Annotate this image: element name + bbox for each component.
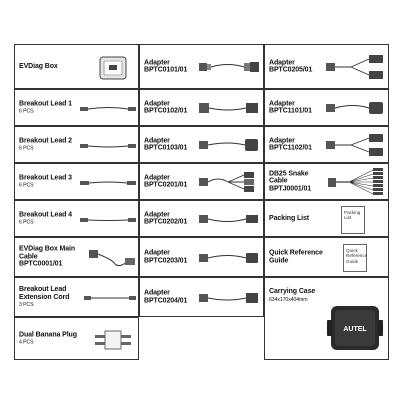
item-name: EVDiag Box bbox=[19, 62, 58, 70]
document-text: Reference bbox=[346, 253, 368, 259]
item-adapter-bptc1102 bbox=[264, 126, 389, 163]
item-name: Quick Reference bbox=[269, 249, 323, 257]
item-adapter-bptc0203 bbox=[139, 237, 264, 277]
adapter-cable-icon bbox=[325, 53, 385, 81]
item-part-number: BPTC0203/01 bbox=[144, 257, 188, 264]
item-part-number: BPTC0205/01 bbox=[269, 66, 313, 74]
item-name: Adapter bbox=[144, 99, 170, 107]
item-quantity: 6 PCS bbox=[19, 108, 34, 115]
item-label bbox=[144, 137, 187, 152]
item-label bbox=[19, 246, 75, 269]
item-name: Breakout Lead 2 bbox=[19, 137, 72, 145]
document-text: Packing bbox=[344, 210, 361, 215]
item-label bbox=[269, 170, 311, 193]
item-part-number: BPTC0101/01 bbox=[144, 66, 188, 74]
item-label bbox=[19, 100, 72, 115]
item-dimensions: 634x170x404mm bbox=[269, 296, 308, 303]
item-adapter-bptc0205 bbox=[264, 44, 389, 89]
cable-icon bbox=[79, 178, 137, 188]
adapter-cable-icon bbox=[325, 99, 385, 117]
adapter-cable-icon bbox=[198, 136, 260, 154]
item-name: DB25 Snake bbox=[269, 170, 309, 178]
item-name-line-2: Cable bbox=[19, 253, 38, 261]
item-name: Adapter bbox=[144, 210, 170, 218]
item-quantity: 4 PCS bbox=[19, 339, 34, 346]
item-part-number: BPTC0103/01 bbox=[144, 144, 188, 152]
item-label bbox=[269, 288, 315, 303]
device-box-icon bbox=[97, 53, 129, 83]
item-name: Adapter bbox=[144, 136, 170, 144]
item-label bbox=[19, 211, 72, 226]
item-name: Adapter bbox=[144, 173, 170, 181]
item-breakout-lead-3 bbox=[14, 163, 139, 200]
item-quick-reference-guide bbox=[264, 237, 389, 277]
item-label bbox=[144, 174, 187, 189]
item-label bbox=[269, 59, 312, 74]
cable-icon bbox=[79, 215, 137, 225]
adapter-cable-icon bbox=[325, 132, 385, 158]
item-part-number: BPTC0202/01 bbox=[144, 218, 188, 226]
document-text: List bbox=[344, 215, 352, 221]
item-part-number: BPTC0102/01 bbox=[144, 107, 188, 115]
adapter-cable-icon bbox=[198, 58, 260, 76]
item-quantity: 6 PCS bbox=[19, 219, 34, 226]
item-breakout-lead-4 bbox=[14, 200, 139, 237]
item-name: Adapter bbox=[269, 136, 295, 144]
item-main-cable bbox=[14, 237, 139, 277]
item-label bbox=[144, 59, 187, 74]
item-name: Adapter bbox=[144, 249, 170, 257]
adapter-cable-icon bbox=[198, 289, 260, 307]
item-name: Breakout Lead 1 bbox=[19, 100, 72, 108]
item-carrying-case bbox=[264, 277, 389, 360]
item-name: Carrying Case bbox=[269, 288, 316, 295]
carrying-case-icon bbox=[327, 302, 383, 354]
item-label bbox=[19, 63, 58, 71]
item-name-line-2: Extension Cord bbox=[19, 293, 70, 301]
document-text: Quick bbox=[346, 248, 358, 253]
adapter-cable-icon bbox=[198, 99, 260, 117]
item-quantity: 6 PCS bbox=[19, 145, 34, 152]
cable-icon bbox=[79, 104, 137, 114]
item-name: Dual Banana Plug bbox=[19, 331, 77, 339]
cable-icon bbox=[83, 293, 137, 303]
item-adapter-bptc0201 bbox=[139, 163, 264, 200]
item-breakout-lead-2 bbox=[14, 126, 139, 163]
item-packing-list bbox=[264, 200, 389, 237]
item-label bbox=[19, 286, 69, 308]
item-extension-cord bbox=[14, 277, 139, 317]
item-part-number: BPTC0001/01 bbox=[19, 260, 63, 268]
item-label bbox=[19, 331, 77, 346]
item-name: Adapter bbox=[144, 289, 170, 297]
item-name: Breakout Lead 4 bbox=[19, 211, 72, 219]
item-banana-plug bbox=[14, 317, 139, 360]
adapter-cable-icon bbox=[198, 210, 260, 228]
item-name: Adapter bbox=[269, 58, 295, 66]
adapter-cable-icon bbox=[87, 246, 137, 270]
banana-plug-icon bbox=[93, 325, 133, 355]
item-part-number: BPTC1102/01 bbox=[269, 144, 312, 152]
item-label bbox=[19, 174, 72, 189]
item-name-line-2: Cable bbox=[269, 177, 288, 185]
item-label bbox=[269, 215, 309, 223]
adapter-cable-icon bbox=[198, 170, 260, 194]
item-name: Breakout Lead bbox=[19, 285, 67, 293]
item-name: Adapter bbox=[269, 99, 295, 107]
item-label bbox=[144, 289, 187, 304]
document-icon bbox=[343, 244, 367, 272]
document-text: Guide bbox=[346, 258, 359, 264]
item-label bbox=[144, 211, 187, 226]
item-label bbox=[269, 249, 323, 264]
adapter-cable-icon bbox=[198, 249, 260, 267]
item-quantity: 6 PCS bbox=[19, 182, 34, 189]
document-icon bbox=[341, 206, 365, 234]
item-adapter-bptc0103 bbox=[139, 126, 264, 163]
item-adapter-bptc0202 bbox=[139, 200, 264, 237]
cable-icon bbox=[79, 141, 137, 151]
item-part-number: BPTJ0001/01 bbox=[269, 185, 312, 193]
item-name-line-2: Guide bbox=[269, 257, 289, 264]
case-brand-text: AUTEL bbox=[343, 326, 367, 333]
item-db25-snake-cable bbox=[264, 163, 389, 200]
item-quantity: 3 PCS bbox=[19, 302, 34, 309]
item-name: Adapter bbox=[144, 58, 170, 66]
item-breakout-lead-1 bbox=[14, 89, 139, 126]
item-part-number: BPTC0201/01 bbox=[144, 181, 188, 189]
item-adapter-bptc1101 bbox=[264, 89, 389, 126]
item-label bbox=[144, 100, 187, 115]
item-evdiag-box bbox=[14, 44, 139, 89]
item-label bbox=[269, 137, 312, 152]
item-adapter-bptc0204 bbox=[139, 277, 264, 317]
item-adapter-bptc0101 bbox=[139, 44, 264, 89]
item-part-number: BPTC0204/01 bbox=[144, 297, 188, 304]
item-label bbox=[19, 137, 72, 152]
item-name: Breakout Lead 3 bbox=[19, 174, 72, 182]
item-part-number: BPTC1101/01 bbox=[269, 107, 312, 115]
item-label bbox=[269, 100, 312, 115]
snake-cable-icon bbox=[327, 167, 385, 198]
item-name: Packing List bbox=[269, 214, 310, 222]
item-adapter-bptc0102 bbox=[139, 89, 264, 126]
item-name: EVDiag Box Main bbox=[19, 245, 76, 253]
item-label bbox=[144, 249, 187, 264]
